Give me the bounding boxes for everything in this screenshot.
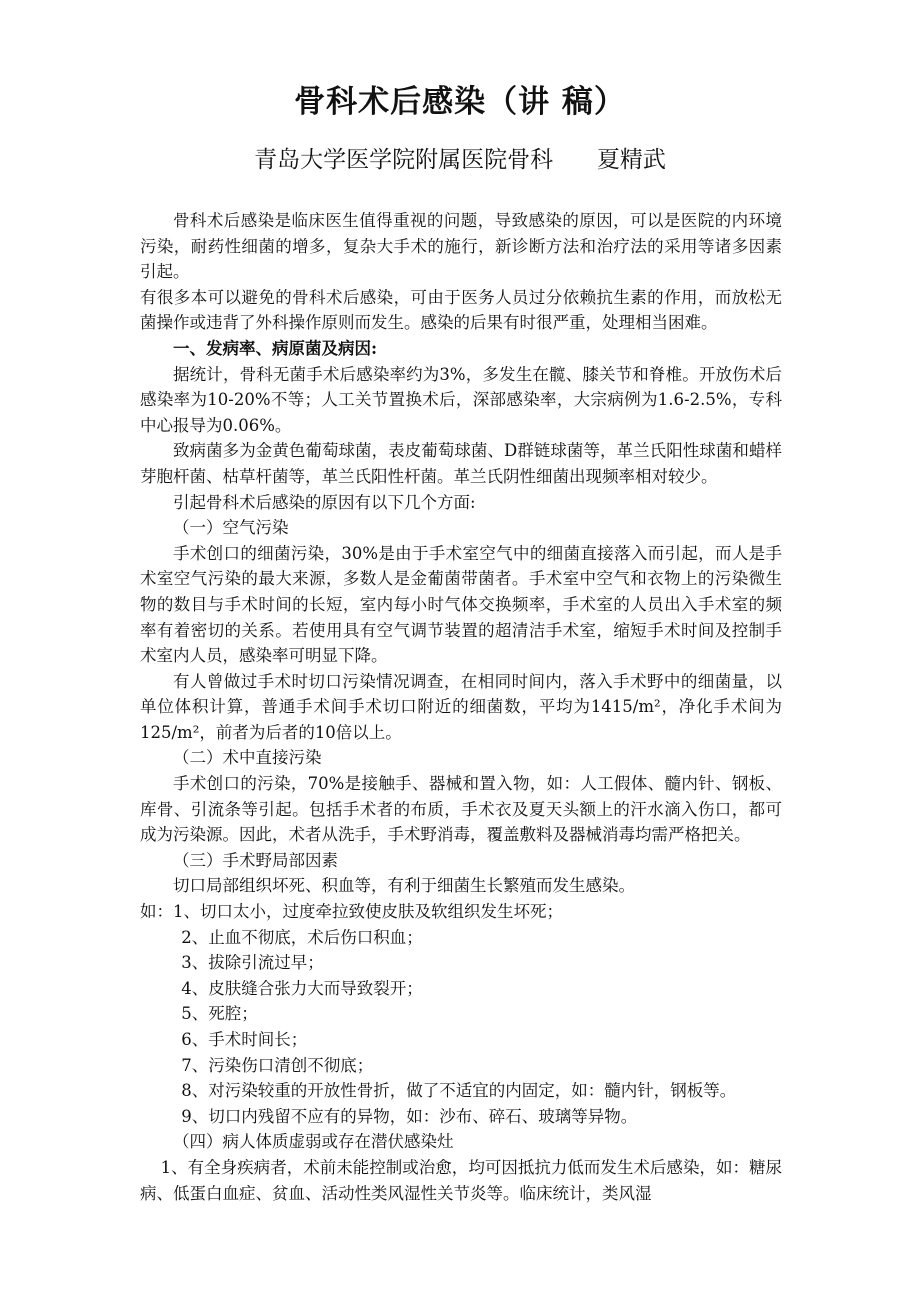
list-item: 9、切口内残留不应有的异物，如：沙布、碎石、玻璃等异物。 bbox=[181, 1106, 638, 1126]
list-item: 如：1、切口太小，过度牵拉致使皮肤及软组织发生坏死； bbox=[140, 902, 563, 922]
list-item: 6、手术时间长； bbox=[181, 1030, 308, 1049]
document-body bbox=[140, 208, 782, 1206]
document-subtitle: 青岛大学医学院附属医院骨科 夏精武 bbox=[254, 147, 666, 173]
paragraph: 手术创口的污染，70%是接触手、器械和置入物，如：人工假体、髓内针、钢板、库骨、引流条等引起。包括手术者的布质，手术衣及夏天头额上的汗水滴入伤口，都可成为污染源。因此，术者从洗手，手术野消毒，覆盖敷料及器械消毒均需严格把关。 bbox=[140, 774, 782, 845]
subsection-heading: （四）病人体质虚弱或存在潜伏感染灶 bbox=[173, 1132, 454, 1152]
subsection-heading: （二）术中直接污染 bbox=[173, 748, 322, 768]
list-item: 2、止血不彻底，术后伤口积血； bbox=[181, 927, 423, 947]
paragraph: 1、有全身疾病者，术前未能控制或治愈，均可因抵抗力低而发生术后感染，如：糖尿病、低蛋白血症、贫血、活动性类风湿性关节炎等。临床统计，类风湿 bbox=[140, 1157, 782, 1203]
paragraph: 引起骨科术后感染的原因有以下几个方面: bbox=[173, 492, 476, 512]
section-heading: 一、发病率、病原菌及病因: bbox=[173, 338, 378, 358]
list-item: 4、皮肤缝合张力大而导致裂开； bbox=[181, 978, 423, 998]
document-title: 骨科术后感染（讲 稿） bbox=[294, 84, 626, 120]
paragraph: 骨科术后感染是临床医生值得重视的问题，导致感染的原因，可以是医院的内环境污染，耐药性细菌的增多，复杂大手术的施行，新诊断方法和治疗法的采用等诸多因素引起。 bbox=[140, 211, 782, 282]
subsection-heading: （三）手术野局部因素 bbox=[173, 850, 338, 870]
paragraph: 有人曾做过手术时切口污染情况调查，在相同时间内，落入手术野中的细菌量，以单位体积计算，普通手术间手术切口附近的细菌数，平均为1415/m²，净化手术间为125/m²，前者为后者的10倍以上。 bbox=[140, 671, 782, 742]
paragraph: 致病菌多为金黄色葡萄球菌，表皮葡萄球菌、D群链球菌等，革兰氏阳性球菌和蜡样芽胞杆菌、枯草杆菌等，革兰氏阳性杆菌。革兰氏阴性细菌出现频率相对较少。 bbox=[140, 441, 782, 486]
list-item: 8、对污染较重的开放性骨折，做了不适宜的内固定，如：髓内针，钢板等。 bbox=[181, 1081, 737, 1101]
paragraph: 有很多本可以避免的骨科术后感染，可由于医务人员过分依赖抗生素的作用，而放松无菌操作或违背了外科操作原则而发生。感染的后果有时很严重，处理相当困难。 bbox=[140, 287, 782, 333]
paragraph: 据统计，骨科无菌手术后感染率约为3%，多发生在髋、膝关节和脊椎。开放伤术后感染率为10-20%不等；人工关节置换术后，深部感染率，大宗病例为1.6-2.5%，专科中心报导为0.06%。 bbox=[140, 364, 782, 435]
list-item: 3、拔除引流过早； bbox=[181, 953, 324, 973]
list-item: 5、死腔； bbox=[181, 1004, 258, 1024]
paragraph: 切口局部组织坏死、积血等，有利于细菌生长繁殖而发生感染。 bbox=[173, 876, 635, 896]
list-item: 7、污染伤口清创不彻底； bbox=[181, 1055, 374, 1075]
subsection-heading: （一）空气污染 bbox=[173, 518, 289, 538]
paragraph: 手术创口的细菌污染，30%是由于手术室空气中的细菌直接落入而引起，而人是手术室空气污染的最大来源，多数人是金葡菌带菌者。手术室中空气和衣物上的污染微生物的数目与手术时间的长短，室内每小时气体交换频率，手术室的人员出入手术室的频率有着密切的关系。若使用具有空气调节装置的超清洁手术室，缩短手术时间及控制手术室内人员，感染率可明显下降。 bbox=[140, 543, 782, 666]
